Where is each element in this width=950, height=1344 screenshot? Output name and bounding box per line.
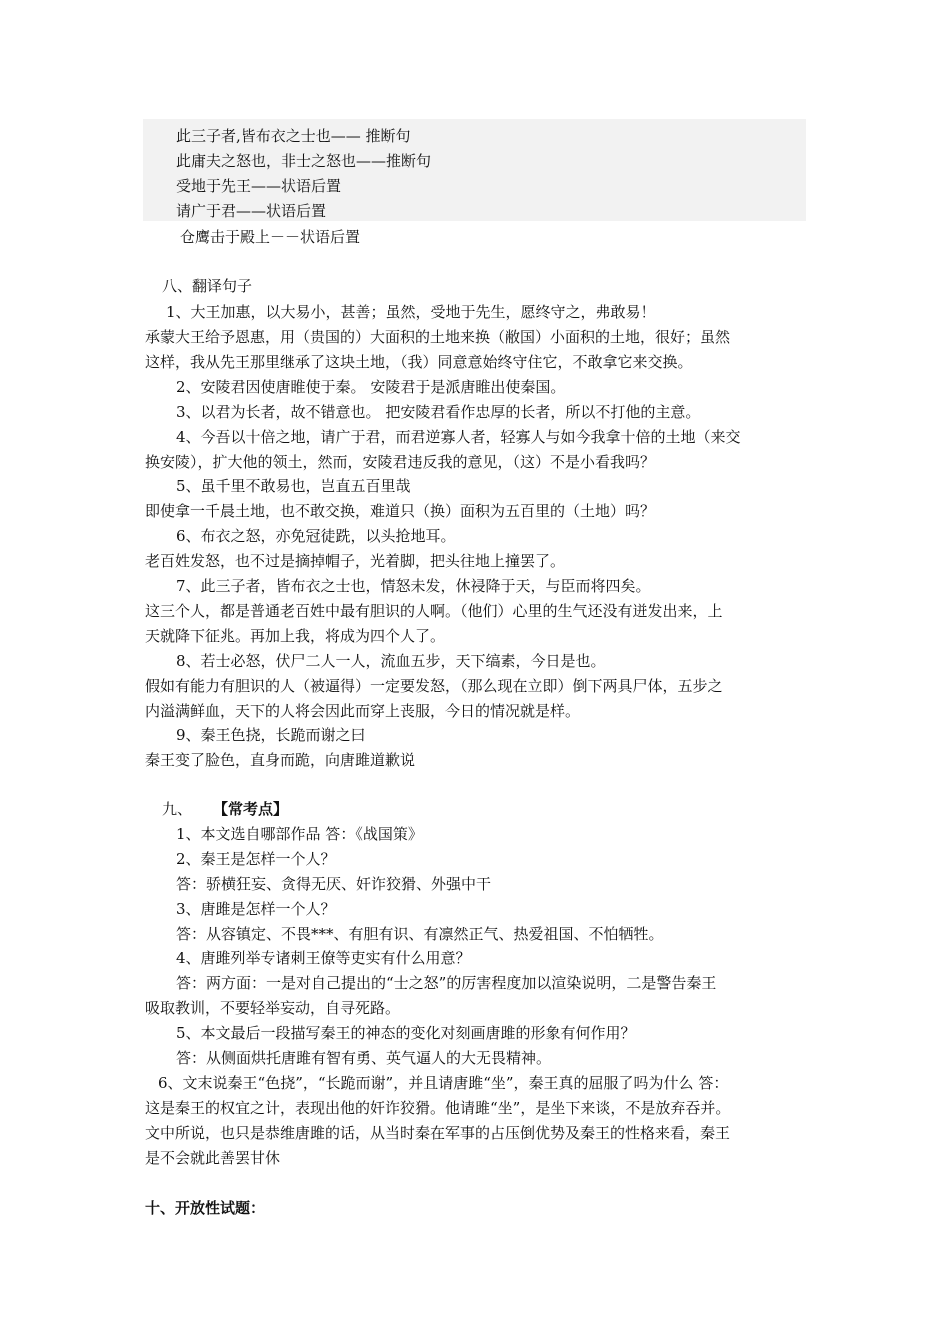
exam-line: 答：从容镇定、不畏***、有胆有识、有凛然正气、热爱祖国、不怕牺牲。 [176, 925, 664, 943]
section-heading-translate: 八、翻译句子 [162, 277, 253, 295]
exam-line: 是不会就此善罢甘休 [145, 1149, 281, 1167]
section-heading-open: 十、开放性试题： [145, 1199, 266, 1217]
translate-line: 假如有能力有胆识的人（被逼得）一定要发怒，（那么现在立即）倒下两具尸体，五步之 [145, 677, 723, 695]
exam-line: 答：两方面：一是对自己提出的“士之怒”的厉害程度加以渲染说明，二是警告秦王 [176, 974, 717, 992]
exam-line: 这是秦王的权宜之计，表现出他的奸诈狡猾。他请雎“坐”，是坐下来谈，不是放弃吞并。 [145, 1099, 731, 1117]
translate-line: 8、若士必怒，伏尸二人一人，流血五步，天下缟素，今日是也。 [176, 652, 606, 670]
translate-line: 2、安陵君因使唐睢使于秦。 安陵君于是派唐睢出使秦国。 [176, 378, 566, 396]
translate-line: 这三个人，都是普通老百姓中最有胆识的人啊。（他们）心里的生气还没有迸发出来，上 [145, 602, 723, 620]
grammar-item: 此三子者,皆布衣之士也—— 推断句 [176, 127, 411, 145]
exam-line: 答：从侧面烘托唐雎有智有勇、英气逼人的大无畏精神。 [176, 1049, 552, 1067]
translate-line: 7、此三子者，皆布衣之士也，情怒未发，休祲降于天，与臣而将四矣。 [176, 577, 651, 595]
exam-line: 吸取教训，不要轻举妄动，自寻死路。 [145, 999, 401, 1017]
translate-line: 5、虽千里不敢易也，岂直五百里哉 [176, 477, 411, 495]
translate-line: 换安陵），扩大他的领土，然而，安陵君违反我的意见，（这）不是小看我吗？ [145, 453, 656, 471]
translate-line: 4、今吾以十倍之地，请广于君，而君逆寡人者，轻寡人与如今我拿十倍的土地（来交 [176, 428, 741, 446]
grammar-item: 仓鹰击于殿上－－状语后置 [180, 228, 361, 246]
exam-line: 答：骄横狂妄、贪得无厌、奸诈狡猾、外强中干 [176, 875, 492, 893]
grammar-item: 受地于先王——状语后置 [176, 177, 342, 195]
exam-line: 6、文末说秦王“色挠”，“长跪而谢”，并且请唐雎“坐”，秦王真的屈服了吗为什么 答： [158, 1074, 729, 1092]
translate-line: 秦王变了脸色，直身而跪，向唐雎道歉说 [145, 751, 416, 769]
exam-line: 3、唐雎是怎样一个人？ [176, 900, 336, 918]
exam-line: 5、本文最后一段描写秦王的神态的变化对刻画唐雎的形象有何作用？ [176, 1024, 636, 1042]
translate-line: 即使拿一千晨土地，也不敢交换，难道只（换）面积为五百里的（土地）吗？ [145, 502, 656, 520]
section-heading-exam-title: 【常考点】 [213, 800, 289, 818]
translate-line: 这样，我从先王那里继承了这块土地，（我）同意意始终守住它，不敢拿它来交换。 [145, 353, 693, 371]
translate-line: 1、大王加惠，以大易小，甚善；虽然，受地于先生，愿终守之，弗敢易！ [166, 303, 656, 321]
exam-line: 2、秦王是怎样一个人？ [176, 850, 336, 868]
grammar-item: 此庸夫之怒也，非士之怒也——推断句 [176, 152, 432, 170]
translate-line: 内溢满鲜血，天下的人将会因此而穿上丧服，今日的情况就是样。 [145, 702, 581, 720]
translate-line: 天就降下征兆。再加上我，将成为四个人了。 [145, 627, 446, 645]
translate-line: 6、布衣之怒，亦免冠徒跣，以头抢地耳。 [176, 527, 456, 545]
grammar-item: 请广于君——状语后置 [176, 202, 327, 220]
exam-line: 4、唐雎列举专诸刺王僚等吏实有什么用意？ [176, 949, 471, 967]
translate-line: 3、以君为长者，故不错意也。 把安陵君看作忠厚的长者，所以不打他的主意。 [176, 403, 701, 421]
exam-line: 文中所说，也只是恭维唐雎的话，从当时秦在军事的占压倒优势及秦王的性格来看，秦王 [145, 1124, 731, 1142]
section-heading-exam-number: 九、 [162, 800, 193, 818]
translate-line: 9、秦王色挠，长跪而谢之曰 [176, 726, 366, 744]
translate-line: 老百姓发怒，也不过是摘掉帽子，光着脚，把头往地上撞罢了。 [145, 552, 566, 570]
exam-line: 1、本文选自哪部作品 答：《战国策》 [176, 825, 423, 843]
translate-line: 承蒙大王给予恩惠，用（贵国的）大面积的土地来换（敝国）小面积的土地，很好；虽然 [145, 328, 731, 346]
